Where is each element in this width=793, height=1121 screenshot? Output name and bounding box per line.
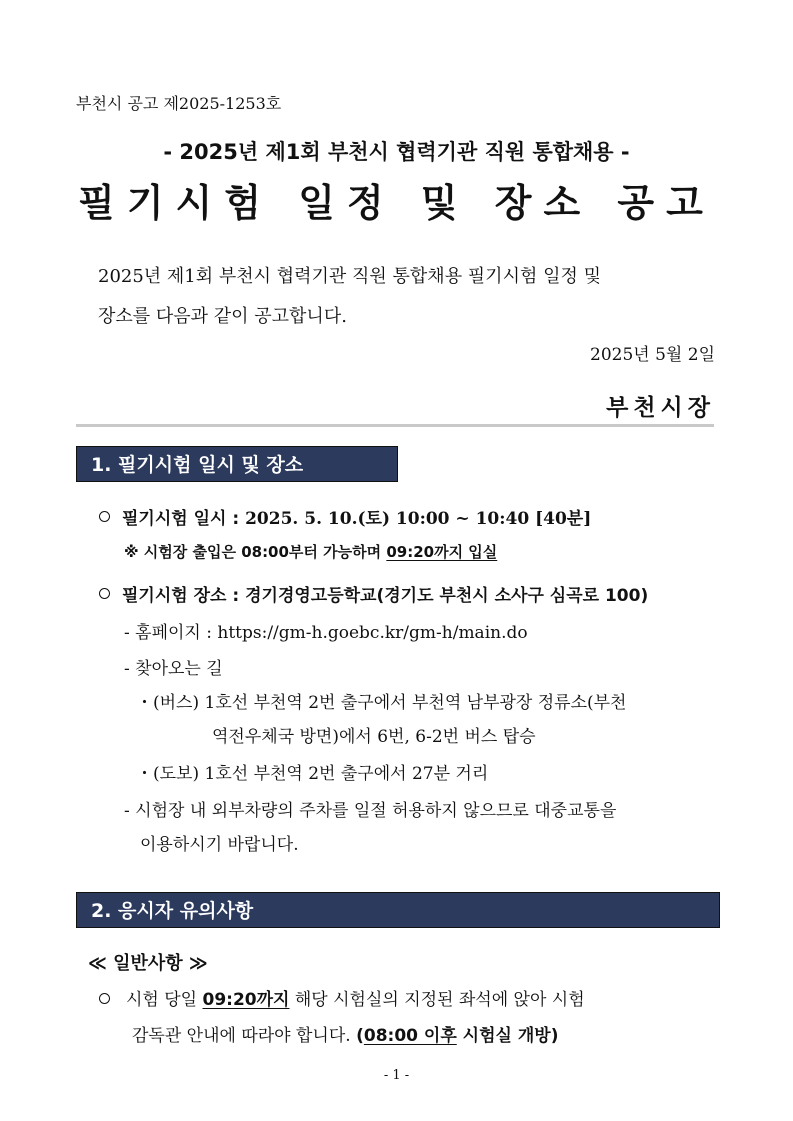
circle-bullet-icon	[99, 511, 110, 522]
parking-notice-line-2: 이용하시기 바랍니다.	[140, 835, 299, 855]
exam-date-label: 필기시험 일시	[122, 509, 227, 529]
general-item-line-2	[132, 1021, 558, 1046]
entry-note-text: ※ 시험장 출입은 08:00부터 가능하며	[124, 543, 387, 561]
bus-directions-line-1: ・(버스) 1호선 부천역 2번 출구에서 부천역 남부광장 정류소(부천	[136, 693, 627, 713]
intro-line-1: 2025년 제1회 부천시 협력기관 직원 통합채용 필기시험 일정 및	[98, 266, 601, 287]
exam-date-value: 2025. 5. 10.(토) 10:00 ~ 10:40 [40분]	[245, 509, 592, 529]
bus-directions-line-2: 역전우체국 방면)에서 6번, 6-2번 버스 탑승	[212, 727, 536, 747]
notice-number: 부천시 공고 제2025-1253호	[76, 94, 282, 113]
general-item-emphasis: 08:00 이후	[363, 1026, 457, 1046]
notice-date: 2025년 5월 2일	[590, 345, 715, 365]
page-number: - 1 -	[383, 1068, 410, 1083]
homepage-url[interactable]: https://gm-h.goebc.kr/gm-h/main.do	[217, 623, 528, 643]
exam-place-value: 경기경영고등학교(경기도 부천시 소사구 심곡로 100)	[245, 586, 649, 606]
exam-place-line	[122, 581, 648, 606]
exam-place-label: 필기시험 장소	[122, 586, 227, 606]
notice-subtitle: - 2025년 제1회 부천시 협력기관 직원 통합채용 -	[163, 140, 630, 164]
header-divider	[76, 424, 714, 427]
signer-name: 부천시장	[606, 394, 715, 421]
exam-date-sep: :	[226, 509, 246, 529]
general-item-line-1	[126, 985, 585, 1010]
general-item-paren: (	[356, 1026, 364, 1046]
walk-directions: ・(도보) 1호선 부천역 2번 출구에서 27분 거리	[136, 764, 489, 784]
general-item-text: 감독관 안내에 따라야 합니다.	[132, 1026, 357, 1046]
general-item-text: 시험 당일	[126, 990, 203, 1010]
general-item-tail: 시험실 개방)	[456, 1026, 559, 1046]
section-1-header: 1. 필기시험 일시 및 장소	[76, 446, 398, 482]
section-2-header: 2. 응시자 유의사항	[76, 892, 720, 928]
intro-line-2: 장소를 다음과 같이 공고합니다.	[98, 306, 347, 327]
circle-bullet-icon	[99, 993, 110, 1004]
homepage-line	[124, 618, 528, 643]
directions-label: - 찾아오는 길	[124, 659, 223, 679]
homepage-label: - 홈페이지 :	[124, 623, 218, 643]
entry-note-emphasis: 09:20까지 입실	[386, 543, 498, 561]
general-heading: ≪ 일반사항 ≫	[88, 953, 208, 974]
page-title: 필기시험 일정 및 장소 공고	[78, 181, 715, 225]
exam-place-sep: :	[226, 586, 246, 606]
entry-note	[124, 541, 497, 562]
general-item-text: 해당 시험실의 지정된 좌석에 앉아 시험	[289, 990, 585, 1010]
parking-notice-line-1: - 시험장 내 외부차량의 주차를 일절 허용하지 않으므로 대중교통을	[124, 801, 617, 821]
exam-date-line	[122, 504, 591, 529]
circle-bullet-icon	[99, 588, 110, 599]
general-item-emphasis: 09:20까지	[202, 990, 290, 1010]
